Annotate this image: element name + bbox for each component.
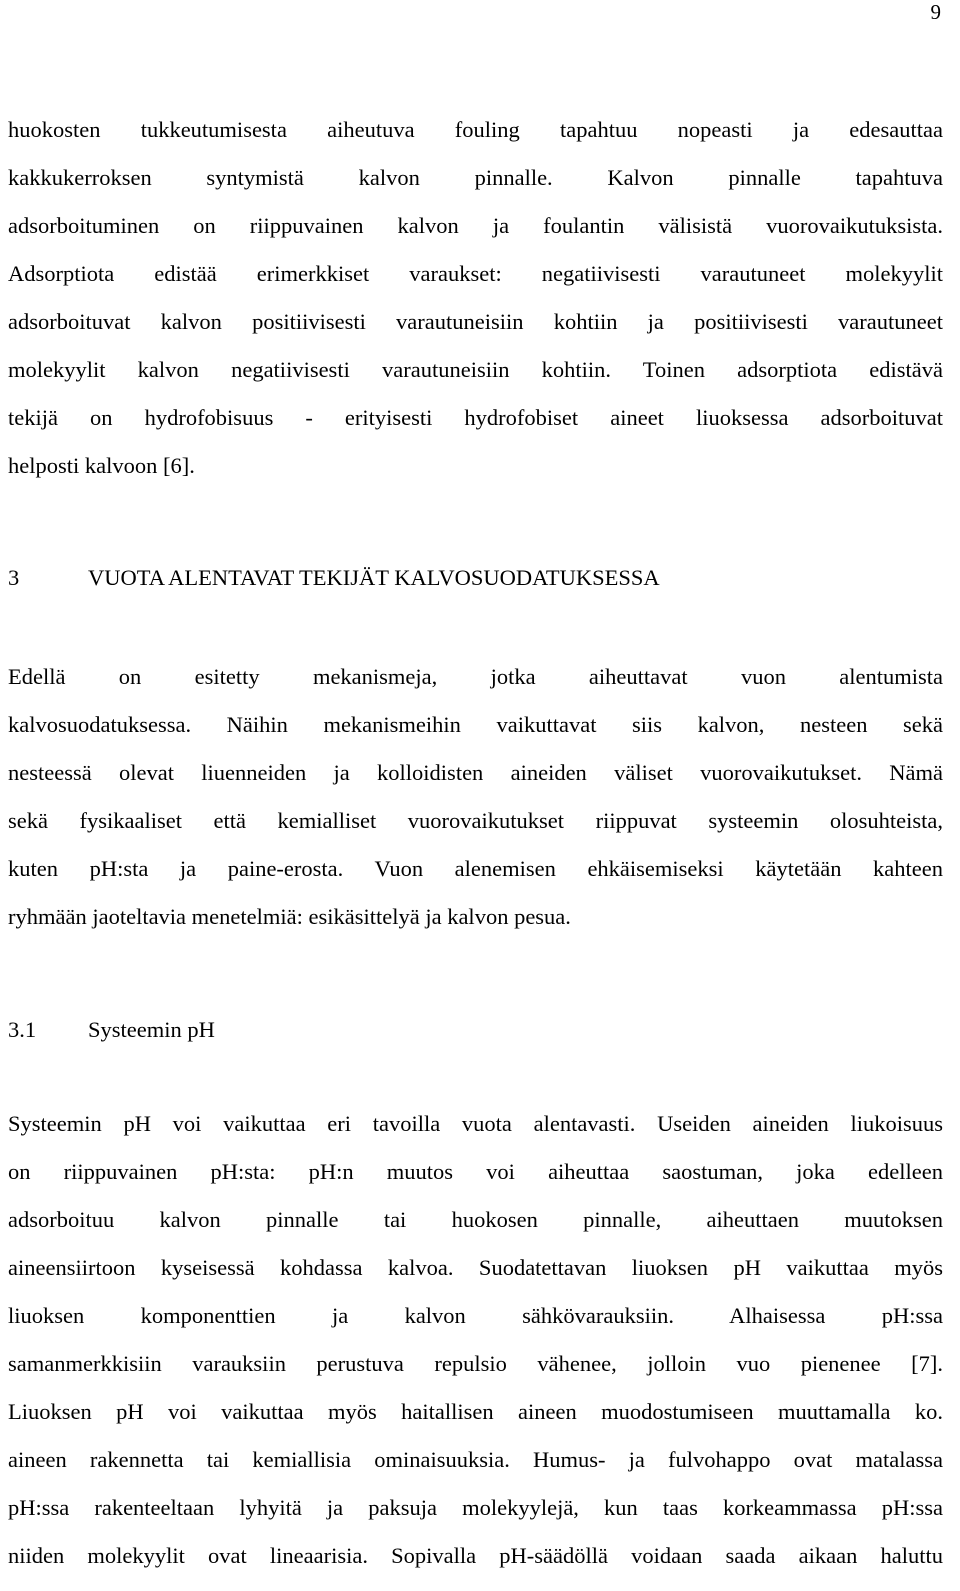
text-line: kalvosuodatuksessa. Näihin mekanismeihin vaikuttavat siis kalvon, nesteen sekä xyxy=(8,712,943,737)
text-line: kuten pH:sta ja paine-erosta. Vuon alenemisen ehkäisemiseksi käytetään kahteen xyxy=(8,856,943,881)
text-line: adsorboituu kalvon pinnalle tai huokosen pinnalle, aiheuttaen muutoksen xyxy=(8,1207,943,1232)
text-line: huokosten tukkeutumisesta aiheutuva fouling tapahtuu nopeasti ja edesauttaa xyxy=(8,117,943,142)
text-line: pH:ssa rakenteeltaan lyhyitä ja paksuja molekyylejä, kun taas korkeammassa pH:ssa xyxy=(8,1495,943,1520)
text-line: liuoksen komponenttien ja kalvon sähkövarauksiin. Alhaisessa pH:ssa xyxy=(8,1303,943,1328)
text-line: sekä fysikaaliset että kemialliset vuorovaikutukset riippuvat systeemin olosuhteista, xyxy=(8,808,943,833)
section-heading-3-1 xyxy=(8,1006,943,1054)
paragraph-2 xyxy=(8,653,943,941)
text-line: on riippuvainen pH:sta: pH:n muutos voi aiheuttaa saostuman, joka edelleen xyxy=(8,1159,943,1184)
section-number: 3 xyxy=(8,565,20,590)
text-line: aineensiirtoon kyseisessä kohdassa kalvoa. Suodatettavan liuoksen pH vaikuttaa myös xyxy=(8,1255,943,1280)
text-line: nesteessä olevat liuenneiden ja kolloidisten aineiden väliset vuorovaikutukset. Nämä xyxy=(8,760,943,785)
text-line: adsorboituminen on riippuvainen kalvon ja foulantin välisistä vuorovaikutuksista. xyxy=(8,213,943,238)
paragraph-1 xyxy=(8,106,943,490)
text-line: aineen rakennetta tai kemiallisia ominaisuuksia. Humus- ja fulvohappo ovat matalassa xyxy=(8,1447,943,1472)
text-line: ryhmään jaoteltavia menetelmiä: esikäsittelyä ja kalvon pesua. xyxy=(8,904,571,929)
text-line: Adsorptiota edistää erimerkkiset varaukset: negatiivisesti varautuneet molekyylit xyxy=(8,261,943,286)
text-line: adsorboituvat kalvon positiivisesti varautuneisiin kohtiin ja positiivisesti varautuneet xyxy=(8,309,943,334)
text-line: Systeemin pH voi vaikuttaa eri tavoilla vuota alentavasti. Useiden aineiden liukoisuus xyxy=(8,1111,943,1136)
paragraph-3 xyxy=(8,1100,943,1580)
text-line: molekyylit kalvon negatiivisesti varautuneisiin kohtiin. Toinen adsorptiota edistävä xyxy=(8,357,943,382)
page-number: 9 xyxy=(930,0,941,24)
text-line: helposti kalvoon [6]. xyxy=(8,453,195,478)
text-line: kakkukerroksen syntymistä kalvon pinnalle. Kalvon pinnalle tapahtuva xyxy=(8,165,943,190)
text-line: Edellä on esitetty mekanismeja, jotka aiheuttavat vuon alentumista xyxy=(8,664,943,689)
section-title: VUOTA ALENTAVAT TEKIJÄT KALVOSUODATUKSESSA xyxy=(88,565,660,590)
section-number: 3.1 xyxy=(8,1017,37,1042)
text-line: Liuoksen pH voi vaikuttaa myös haitallisen aineen muodostumiseen muuttamalla ko. xyxy=(8,1399,943,1424)
text-line: tekijä on hydrofobisuus - erityisesti hydrofobiset aineet liuoksessa adsorboituvat xyxy=(8,405,943,430)
section-title: Systeemin pH xyxy=(88,1017,215,1042)
text-line: samanmerkkisiin varauksiin perustuva repulsio vähenee, jolloin vuo pienenee [7]. xyxy=(8,1351,943,1376)
text-line: niiden molekyylit ovat lineaarisia. Sopivalla pH-säädöllä voidaan saada aikaan haluttu xyxy=(8,1543,943,1568)
section-heading-3 xyxy=(8,554,943,602)
